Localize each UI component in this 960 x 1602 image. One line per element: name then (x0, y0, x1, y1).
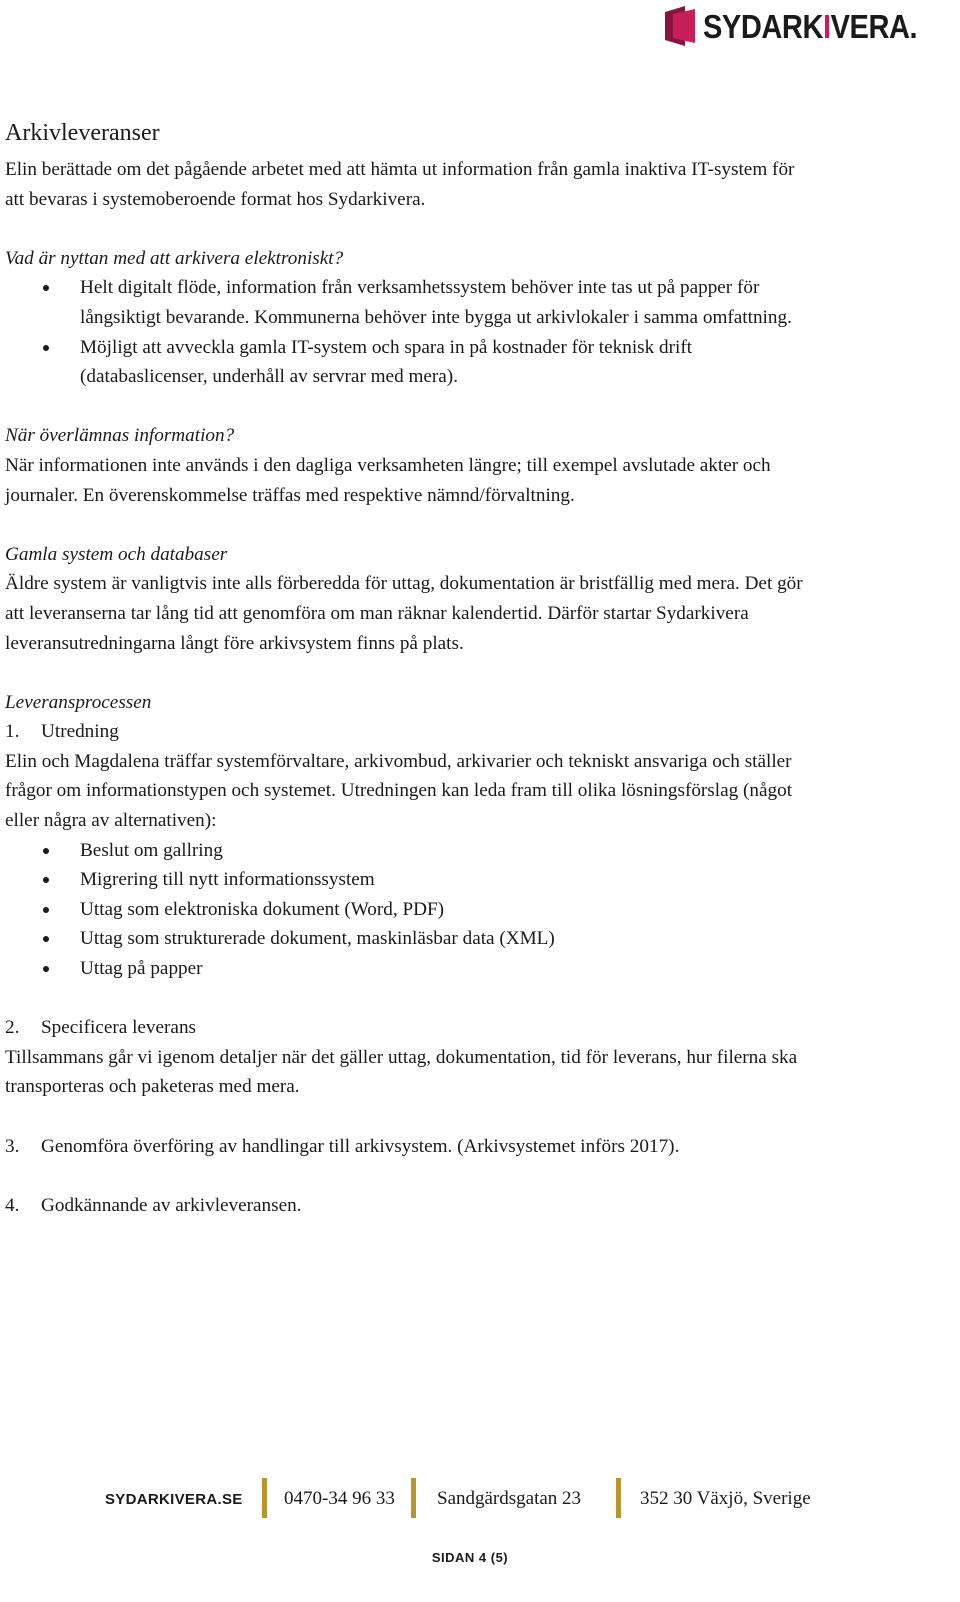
step-2-title: 2. Specificera leverans (5, 1017, 197, 1039)
footer-divider (616, 1478, 621, 1518)
footer-divider (262, 1478, 267, 1518)
page-footer (0, 1478, 960, 1522)
step-2-text: Tillsammans går vi igenom detaljer när det gäller uttag, dokumentation, tid för leverans, hur filerna ska transporteras och paketeras med mera. (5, 1046, 798, 1098)
step-1-options (5, 836, 805, 984)
old-systems-heading: Gamla system och databaser (5, 543, 228, 565)
list-item: Helt digitalt flöde, information från verksamhetssystem behöver inte tas ut på papper för långsiktigt bevarande. Kommunerna behöver inte bygga ut arkivlokaler i samma omfattning. (5, 273, 805, 332)
step-1-text: Elin och Magdalena träffar systemförvaltare, arkivombud, arkivarier och tekniskt ansvariga och ställer frågor om informationstypen och systemet. Utredningen kan leda fram till olika lösningsförslag (något eller några av alternativen): (5, 750, 793, 832)
footer-city: 352 30 Växjö, Sverige (640, 1488, 811, 1509)
list-item: Möjligt att avveckla gamla IT-system och spara in på kostnader för teknisk drift (databaslicenser, underhåll av servrar med mera). (5, 333, 805, 392)
footer-street: Sandgärdsgatan 23 (437, 1488, 582, 1509)
step-4-title: 4. Godkännande av arkivleveransen. (5, 1194, 302, 1216)
logo-wordmark: SYDARKIVERA. (702, 7, 917, 45)
list-item: Uttag som elektroniska dokument (Word, PDF) (5, 895, 805, 925)
list-item: Beslut om gallring (5, 836, 805, 866)
when-paragraph: När informationen inte används i den dagliga verksamheten längre; till exempel avslutade akter och journaler. En överenskommelse träffas med respektive nämnd/förvaltning. (5, 454, 771, 506)
page-title: Arkivleveranser (5, 120, 160, 146)
when-heading: När överlämnas information? (5, 425, 235, 447)
list-item: Uttag på papper (5, 954, 805, 984)
document-body (5, 118, 805, 1220)
step-1-title: 1. Utredning (5, 721, 119, 743)
process-heading: Leveransprocessen (5, 691, 152, 713)
brand-logo (663, 6, 946, 46)
intro-paragraph: Elin berättade om det pågående arbetet med att hämta ut information från gamla inaktiva IT-system för att bevaras i systemoberoende format hos Sydarkivera. (5, 159, 795, 210)
old-systems-paragraph: Äldre system är vanligtvis inte alls förberedda för uttag, dokumentation är bristfällig med mera. Det gör att leveranserna tar lång tid att genomföra om man räknar kalendertid. Därför startar Sydarkivera leveransutredningarna långt före arkivsystem finns på plats. (5, 573, 803, 654)
logo-mark-icon (663, 6, 697, 46)
list-item: Uttag som strukturerade dokument, maskinläsbar data (XML) (5, 924, 805, 954)
benefits-list (5, 273, 805, 391)
list-item: Migrering till nytt informationssystem (5, 865, 805, 895)
step-3-title: 3. Genomföra överföring av handlingar till arkivsystem. (Arkivsystemet införs 2017). (5, 1135, 680, 1157)
footer-website: SYDARKIVERA.SE (105, 1491, 243, 1508)
footer-phone: 0470-34 96 33 (284, 1488, 395, 1509)
page-number: SIDAN 4 (5) (431, 1550, 509, 1565)
footer-divider (411, 1478, 416, 1518)
benefits-heading: Vad är nyttan med att arkivera elektroniskt? (5, 247, 344, 269)
